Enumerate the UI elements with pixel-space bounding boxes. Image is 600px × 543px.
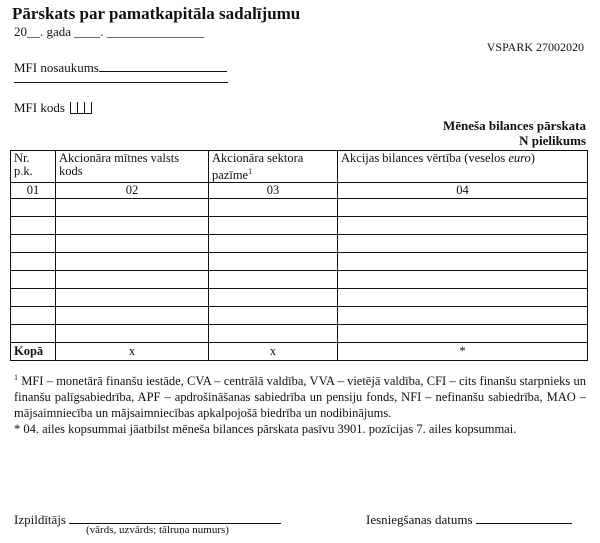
table-row[interactable] — [11, 217, 588, 235]
report-line-1: Mēneša bilances pārskata — [443, 118, 586, 133]
cell[interactable] — [11, 235, 56, 253]
cell[interactable] — [56, 253, 209, 271]
total-footnote: * 04. ailes kopsummai jāatbilst mēneša bilances pārskata pasīvu 3901. pozīcijas 7. ailes kopsummai. — [14, 422, 517, 437]
capital-distribution-table — [10, 150, 588, 361]
cell[interactable] — [56, 235, 209, 253]
mfi-name-input-line[interactable] — [99, 58, 227, 72]
table-row[interactable] — [11, 271, 588, 289]
col-number-01: 01 — [11, 183, 56, 199]
col-header-balance-value: Akcijas bilances vērtība (veselos euro) — [338, 151, 588, 183]
cell[interactable] — [56, 271, 209, 289]
cell[interactable] — [56, 289, 209, 307]
cell[interactable] — [11, 253, 56, 271]
table-row[interactable] — [11, 253, 588, 271]
cell[interactable] — [11, 199, 56, 217]
cell[interactable] — [56, 325, 209, 343]
cell[interactable] — [338, 217, 588, 235]
cell[interactable] — [209, 235, 338, 253]
mfi-name-field[interactable] — [14, 58, 227, 76]
submission-date-field[interactable] — [366, 510, 572, 528]
report-line-2: N pielikums — [519, 133, 586, 148]
form-title: Pārskats par pamatkapitāla sadalījumu — [12, 4, 301, 23]
executor-label: Izpildītājs — [14, 512, 66, 527]
cell[interactable] — [209, 199, 338, 217]
col-number-03: 03 — [209, 183, 338, 199]
total-sector-cell: x — [209, 343, 338, 361]
submission-date-input-line[interactable] — [476, 510, 572, 524]
cell[interactable] — [209, 307, 338, 325]
col-number-04: 04 — [338, 183, 588, 199]
total-country-cell: x — [56, 343, 209, 361]
total-value-cell[interactable]: * — [338, 343, 588, 361]
col-header-country-code: Akcionāra mītnes valsts kods — [56, 151, 209, 183]
cell[interactable] — [338, 289, 588, 307]
cell[interactable] — [209, 217, 338, 235]
cell[interactable] — [11, 217, 56, 235]
mfi-code-boxes[interactable] — [70, 102, 92, 118]
cell[interactable] — [338, 307, 588, 325]
cell[interactable] — [209, 325, 338, 343]
table-row[interactable] — [11, 307, 588, 325]
total-row — [11, 343, 588, 361]
col-header-sector: Akcionāra sektora pazīme$^1$ — [209, 151, 338, 183]
table-row[interactable] — [11, 325, 588, 343]
executor-hint: (vārds, uzvārds; tālruņa numurs) — [86, 524, 229, 536]
cell[interactable] — [56, 307, 209, 325]
cell[interactable] — [338, 199, 588, 217]
col-header-number: Nr. p.k. — [11, 151, 56, 183]
mfi-code-label: MFI kods — [14, 100, 65, 115]
cell[interactable] — [11, 289, 56, 307]
cell[interactable] — [338, 235, 588, 253]
cell[interactable] — [11, 325, 56, 343]
table-row[interactable] — [11, 289, 588, 307]
date-line[interactable]: 20__. gada ____. _______________ — [14, 24, 205, 39]
cell[interactable] — [338, 271, 588, 289]
table-row[interactable] — [11, 199, 588, 217]
submission-date-label: Iesniegšanas datums — [366, 512, 473, 527]
cell[interactable] — [56, 217, 209, 235]
cell[interactable] — [209, 271, 338, 289]
report-reference — [443, 118, 586, 148]
cell[interactable] — [338, 325, 588, 343]
footnotes — [14, 370, 586, 437]
total-label: Kopā — [11, 343, 56, 361]
form-code: VSPARK 27002020 — [486, 40, 584, 54]
cell[interactable] — [11, 307, 56, 325]
executor-input-line[interactable] — [69, 510, 281, 524]
mfi-name-input-line-2[interactable] — [14, 82, 228, 83]
cell[interactable] — [56, 199, 209, 217]
mfi-name-label: MFI nosaukums — [14, 60, 99, 75]
cell[interactable] — [209, 289, 338, 307]
sector-footnote: $^1$ MFI – monetārā finanšu iestāde, CVA – centrālā valdība, VVA – vietējā valdība, CFI – cits finanšu starpnieks un finanšu palīgsabiedrība, APF – apdrošināšanas sabiedrība un pensiju fonds, NFI – nefinanšu sabiedrība, MAO – mājsaimniecība un mājsaimniecības apkalpojošā biedrība un nodibinājums. — [14, 373, 586, 421]
mfi-code-field[interactable] — [14, 100, 92, 118]
cell[interactable] — [11, 271, 56, 289]
table-row[interactable] — [11, 235, 588, 253]
cell[interactable] — [209, 253, 338, 271]
cell[interactable] — [338, 253, 588, 271]
col-number-02: 02 — [56, 183, 209, 199]
